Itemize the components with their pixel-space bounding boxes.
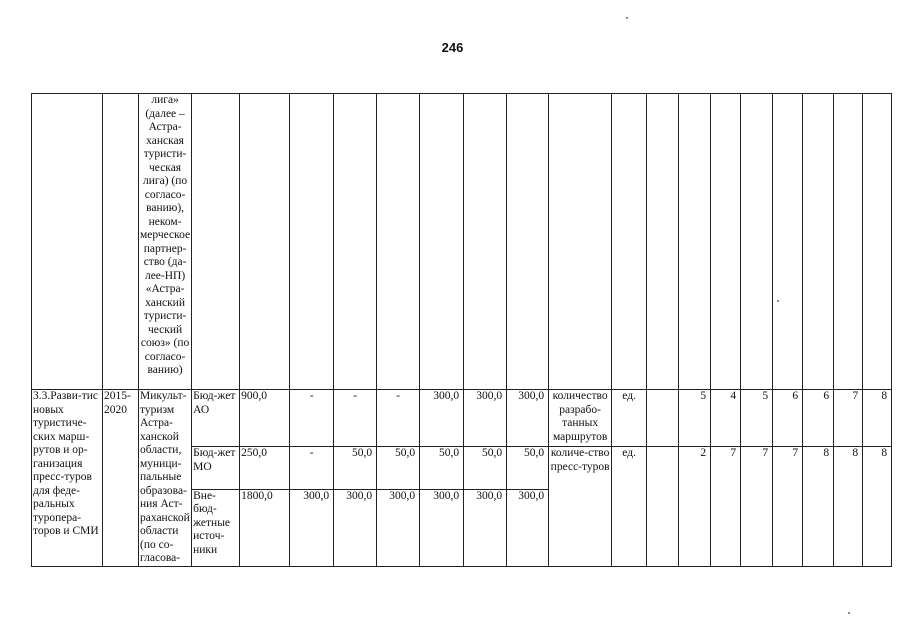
indicator-name-cell: количество разрабо-танных маршрутов bbox=[549, 390, 612, 447]
measure-name-cell: 3.3.Разви-тис новых туристиче-ских марш-рутов и ор-ганизация пресс-туров для феде-ральных туропера-торов и СМИ bbox=[32, 390, 103, 567]
year-value-cell: - bbox=[290, 447, 334, 490]
indicator-name-cell: количе-ство пресс-туров bbox=[549, 447, 612, 567]
executor-continued-cell: лига» (далее – Астра-ханская туристи-ческая лига) (по согласо-ванию), неком-мерческое партнер-ство (да-лее-НП) «Астра-ханский туристи-ческий союз» (по согласо-ванию) bbox=[139, 94, 192, 390]
indicator-value-cell: 2 bbox=[679, 447, 711, 567]
indicator-value-cell bbox=[647, 390, 679, 447]
source-cell: Бюд-жет МО bbox=[192, 447, 240, 490]
indicator-value-cell bbox=[647, 447, 679, 567]
year-value-cell: 50,0 bbox=[420, 447, 464, 490]
year-value-cell: 300,0 bbox=[507, 489, 549, 566]
year-value-cell: 300,0 bbox=[420, 489, 464, 566]
year-value-cell: - bbox=[377, 390, 420, 447]
indicator-value-cell: 4 bbox=[711, 390, 741, 447]
year-value-cell: 300,0 bbox=[290, 489, 334, 566]
scan-speck bbox=[626, 17, 628, 19]
total-cell: 250,0 bbox=[240, 447, 290, 490]
indicator-value-cell: 7 bbox=[834, 390, 863, 447]
year-value-cell: 50,0 bbox=[507, 447, 549, 490]
indicator-value-cell: 8 bbox=[863, 390, 892, 447]
source-cell: Вне-бюд-жетные источ-ники bbox=[192, 489, 240, 566]
indicator-value-cell: 5 bbox=[741, 390, 773, 447]
year-value-cell: 300,0 bbox=[420, 390, 464, 447]
indicator-unit-cell: ед. bbox=[612, 390, 647, 447]
period-cell: 2015-2020 bbox=[103, 390, 139, 567]
indicator-value-cell: 7 bbox=[711, 447, 741, 567]
program-table bbox=[31, 93, 892, 567]
table-row bbox=[32, 94, 892, 390]
scan-speck bbox=[777, 300, 779, 302]
indicator-value-cell: 6 bbox=[773, 390, 803, 447]
indicator-value-cell: 8 bbox=[803, 447, 834, 567]
page-number: 246 bbox=[441, 40, 464, 55]
source-cell: Бюд-жет АО bbox=[192, 390, 240, 447]
executor-cell: Микульт-туризм Астра-ханской области, муници-пальные образова-ния Аст-раханской области (по со-гласова- bbox=[140, 390, 190, 564]
total-cell: 900,0 bbox=[240, 390, 290, 447]
total-cell: 1800,0 bbox=[240, 489, 290, 566]
year-value-cell: 50,0 bbox=[377, 447, 420, 490]
year-value-cell: 300,0 bbox=[377, 489, 420, 566]
year-value-cell: 50,0 bbox=[464, 447, 507, 490]
year-value-cell: 300,0 bbox=[464, 489, 507, 566]
indicator-value-cell: 5 bbox=[679, 390, 711, 447]
year-value-cell: 50,0 bbox=[334, 447, 377, 490]
year-value-cell: 300,0 bbox=[507, 390, 549, 447]
indicator-value-cell: 8 bbox=[863, 447, 892, 567]
indicator-value-cell: 6 bbox=[803, 390, 834, 447]
year-value-cell: - bbox=[290, 390, 334, 447]
indicator-value-cell: 7 bbox=[741, 447, 773, 567]
scan-speck bbox=[848, 612, 850, 614]
year-value-cell: - bbox=[334, 390, 377, 447]
indicator-value-cell: 7 bbox=[773, 447, 803, 567]
year-value-cell: 300,0 bbox=[464, 390, 507, 447]
year-value-cell: 300,0 bbox=[334, 489, 377, 566]
indicator-value-cell: 8 bbox=[834, 447, 863, 567]
table-row bbox=[32, 390, 892, 447]
indicator-unit-cell: ед. bbox=[612, 447, 647, 567]
